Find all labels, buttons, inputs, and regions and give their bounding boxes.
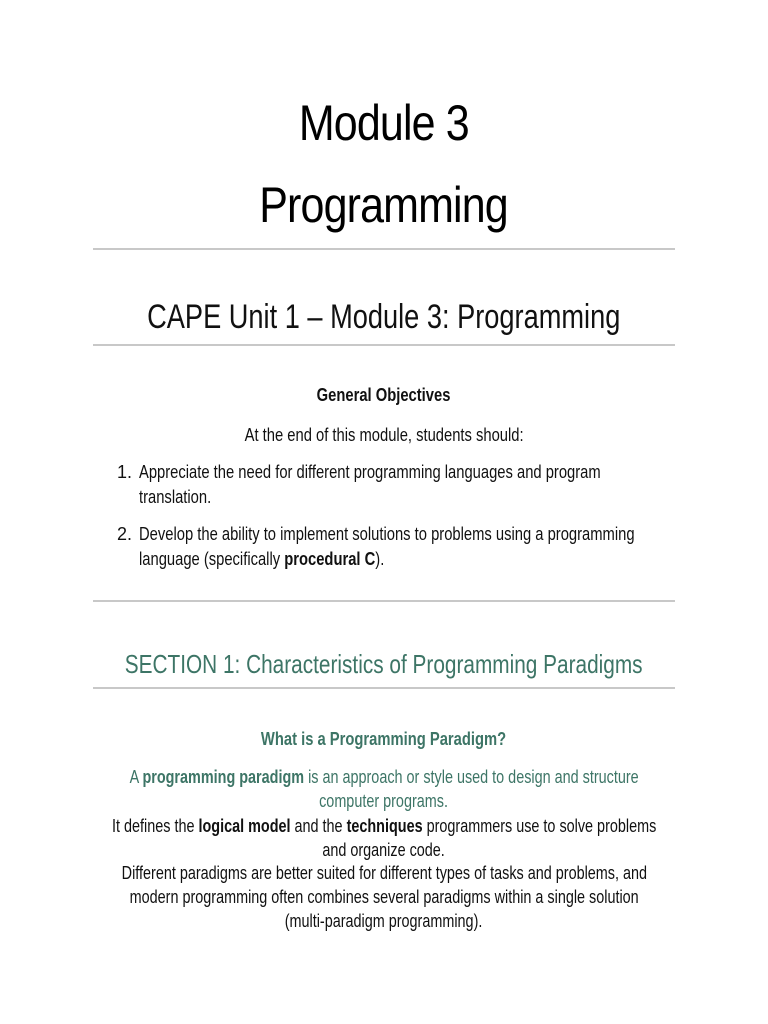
title-line-2: Programming xyxy=(259,177,509,233)
objectives-list xyxy=(117,460,677,584)
page-subtitle: CAPE Unit 1 – Module 3: Programming xyxy=(147,298,621,336)
section-heading: SECTION 1: Characteristics of Programming Paradigms xyxy=(125,649,643,679)
definition-paragraph: A programming paradigm is an approach or style used to design and structure computer programs. xyxy=(129,767,639,811)
list-item-line: language (specifically procedural C). xyxy=(139,549,385,569)
list-item: 2. Develop the ability to implement solutions to problems using a programming language (specifically procedural C). xyxy=(117,522,677,572)
paragraph: It defines the logical model and the techniques programmers use to solve problems and organize code. xyxy=(111,816,657,860)
divider xyxy=(93,344,675,346)
section-subheading: What is a Programming Paradigm? xyxy=(261,729,507,749)
objectives-intro: At the end of this module, students should: xyxy=(244,425,524,445)
divider xyxy=(93,600,675,602)
paragraph: Different paradigms are better suited for different types of tasks and problems, and modern programming often combines several paradigms within a single solution (multi-paradigm programming). xyxy=(121,863,647,931)
objectives-heading: General Objectives xyxy=(317,385,451,405)
divider xyxy=(93,248,675,250)
title-line-1: Module 3 xyxy=(298,95,470,151)
list-item: 1. Appreciate the need for different programming languages and program translation. xyxy=(117,462,601,507)
divider xyxy=(93,687,675,689)
